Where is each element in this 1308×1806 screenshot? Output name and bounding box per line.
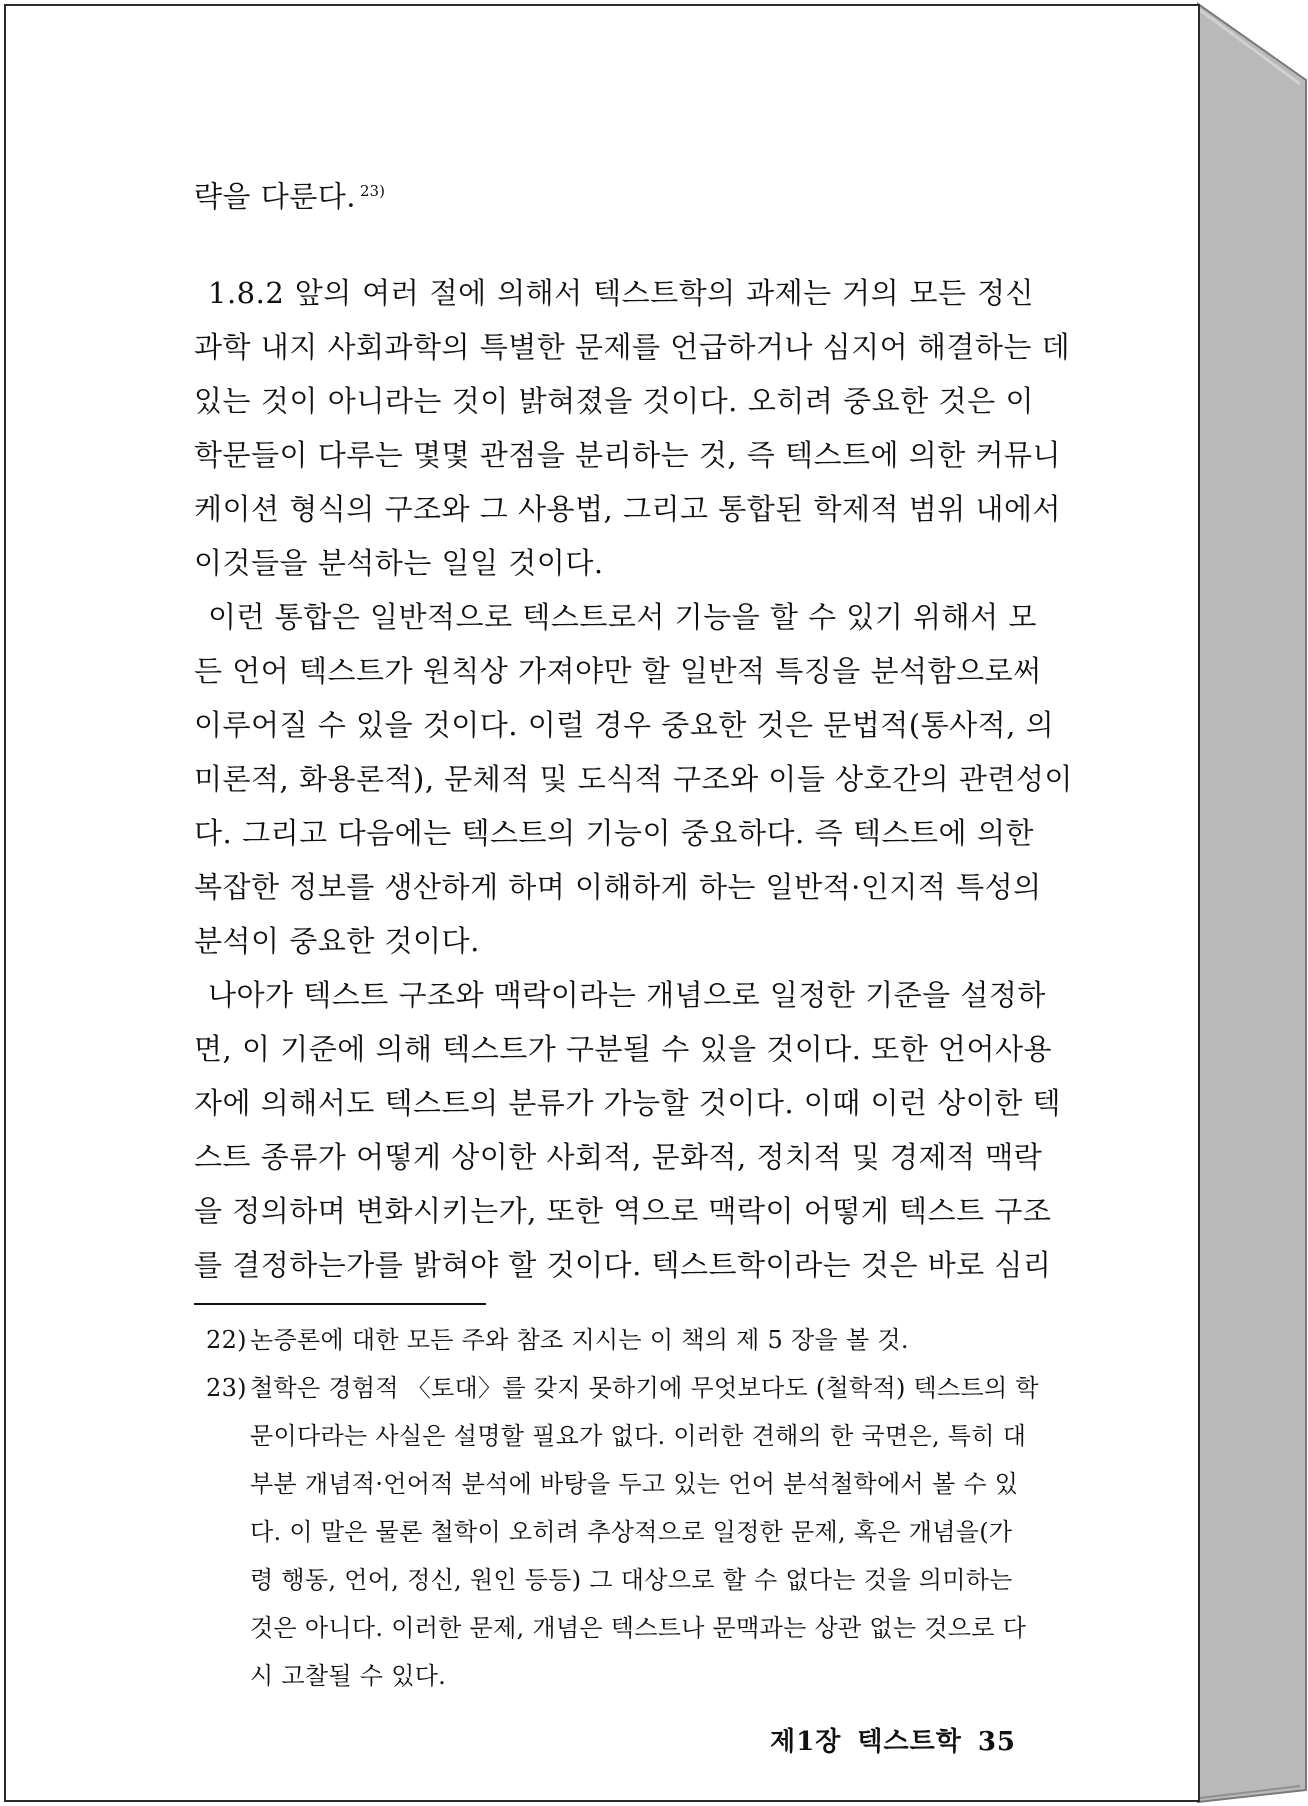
- paragraph-3-line: 면, 이 기준에 의해 텍스트가 구분될 수 있을 것이다. 또한 언어사용: [194, 1032, 1052, 1066]
- book-page: [4, 4, 1200, 1802]
- footnote-23-line: 다. 이 말은 물론 철학이 오히려 추상적으로 일정한 문제, 혹은 개념을(가: [250, 1518, 1013, 1546]
- paragraph-2-line: 든 언어 텍스트가 원칙상 가져야만 할 일반적 특징을 분석함으로써: [194, 654, 1042, 688]
- paragraph-2-line: 다. 그리고 다음에는 텍스트의 기능이 중요하다. 즉 텍스트에 의한: [194, 816, 1034, 850]
- body-line: [194, 168, 1034, 214]
- paragraph-1-line: 과학 내지 사회과학의 특별한 문제를 언급하거나 심지어 해결하는 데: [194, 330, 1071, 364]
- paragraph-2-line: 이런 통합은 일반적으로 텍스트로서 기능을 할 수 있기 위해서 모: [208, 600, 1037, 634]
- paragraph-1-line: 케이션 형식의 구조와 그 사용법, 그리고 통합된 학제적 범위 내에서: [194, 492, 1062, 526]
- footnote-separator: [194, 1303, 486, 1305]
- paragraph-2-line: 미론적, 화용론적), 문체적 및 도식적 구조와 이들 상호간의 관련성이: [194, 762, 1073, 796]
- paragraph-3-line: 를 결정하는가를 밝혀야 할 것이다. 텍스트학이라는 것은 바로 심리: [194, 1248, 1052, 1282]
- footer-chapter: 제1장: [770, 1727, 842, 1757]
- paragraph-3-line: 을 정의하며 변화시키는가, 또한 역으로 맥락이 어떻게 텍스트 구조: [194, 1194, 1052, 1228]
- footnote-23-line: 시 고찰될 수 있다.: [250, 1662, 447, 1690]
- running-footer: [706, 1722, 1016, 1762]
- footnote-23-line: 부분 개념적·언어적 분석에 바탕을 두고 있는 언어 분석철학에서 볼 수 있: [250, 1470, 1019, 1498]
- paragraph-3-line: 스트 종류가 어떻게 상이한 사회적, 문화적, 정치적 및 경제적 맥락: [194, 1140, 1043, 1174]
- footnote-text: 논증론에 대한 모든 주와 참조 지시는 이 책의 제 5 장을 볼 것.: [250, 1326, 909, 1354]
- paragraph-2-line: 복잡한 정보를 생산하게 하며 이해하게 하는 일반적·인지적 특성의: [194, 870, 1042, 904]
- paragraph-3-line: 자에 의해서도 텍스트의 분류가 가능할 것이다. 이때 이런 상이한 텍: [194, 1086, 1062, 1120]
- footnote-23: [206, 1368, 1046, 1408]
- paragraph-2-line: 분석이 중요한 것이다.: [194, 924, 480, 958]
- footnote-ref-23: 23): [360, 182, 385, 200]
- footnote-23-line: 령 행동, 언어, 정신, 원인 등등) 그 대상으로 할 수 없다는 것을 의미하는: [250, 1566, 1013, 1594]
- footer-title: 텍스트학: [857, 1727, 962, 1757]
- footnote-text: 철학은 경험적 〈토대〉를 갖지 못하기에 무엇보다도 (철학적) 텍스트의 학: [250, 1374, 1039, 1402]
- body-line-text: 략을 다룬다.: [194, 179, 357, 214]
- paragraph-1-line: 학문들이 다루는 몇몇 관점을 분리하는 것, 즉 텍스트에 의한 커뮤니: [194, 438, 1062, 472]
- footnote-23-line: 것은 아니다. 이러한 문제, 개념은 텍스트나 문맥과는 상관 없는 것으로 다: [250, 1614, 1027, 1642]
- footnote-number: 22): [206, 1326, 247, 1354]
- paragraph-1-line: 있는 것이 아니라는 것이 밝혀졌을 것이다. 오히려 중요한 것은 이: [194, 384, 1034, 418]
- paragraph-2-line: 이루어질 수 있을 것이다. 이럴 경우 중요한 것은 문법적(통사적, 의: [194, 708, 1055, 742]
- footnote-23-line: 문이다라는 사실은 설명할 필요가 없다. 이러한 견해의 한 국면은, 특히 대: [250, 1422, 1027, 1450]
- paragraph-1-line: 이것들을 분석하는 일일 것이다.: [194, 546, 604, 580]
- footnote-22: [206, 1320, 1046, 1360]
- paragraph-3-line: 나아가 텍스트 구조와 맥락이라는 개념으로 일정한 기준을 설정하: [208, 978, 1046, 1012]
- page-number: 35: [977, 1727, 1016, 1757]
- paragraph-1-line: 1.8.2 앞의 여러 절에 의해서 텍스트학의 과제는 거의 모든 정신: [208, 276, 1034, 310]
- footnote-number: 23): [206, 1374, 247, 1402]
